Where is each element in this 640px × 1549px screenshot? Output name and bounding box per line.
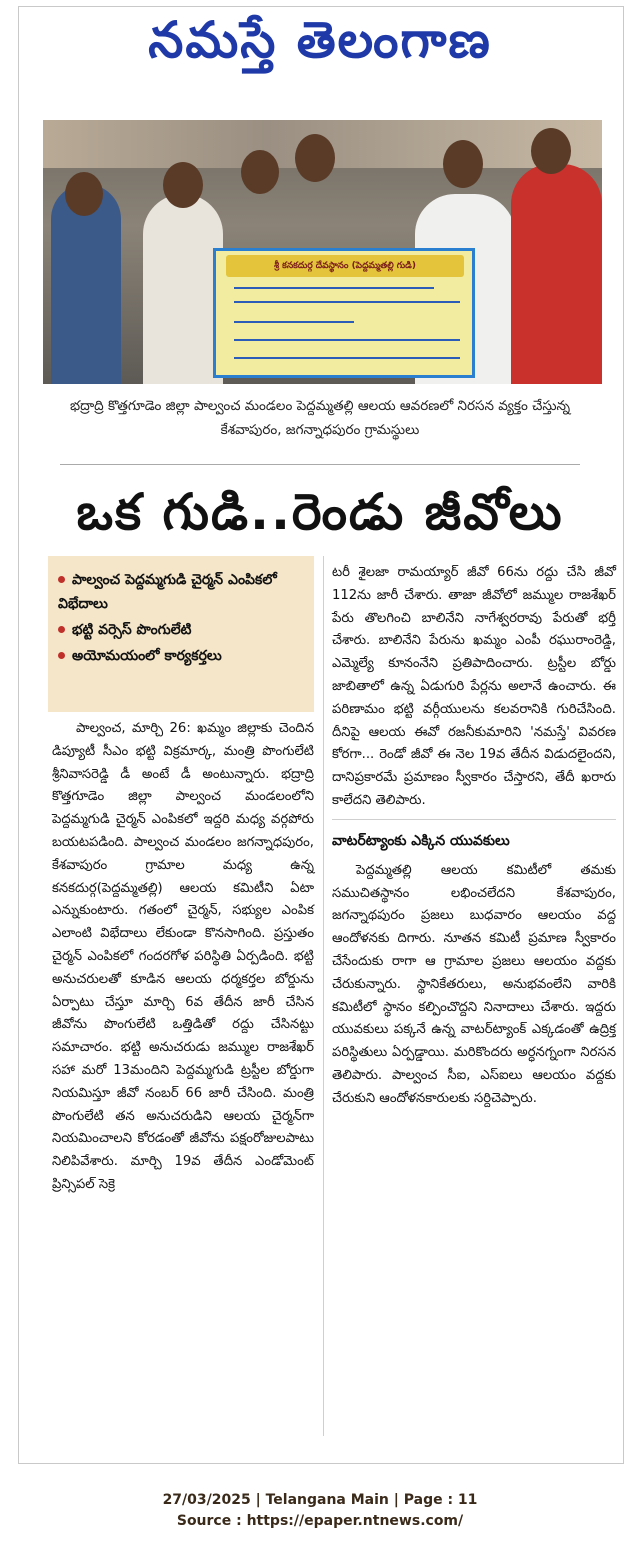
highlight-text: అయోమయంలో కార్యకర్తలు xyxy=(72,648,222,664)
bullet-icon xyxy=(58,576,65,583)
divider xyxy=(60,464,580,465)
highlight-item xyxy=(58,568,306,616)
footer-source-link[interactable]: Source : https://epaper.ntnews.com/ xyxy=(176,1513,464,1529)
column-divider xyxy=(323,556,324,1436)
protest-photo xyxy=(43,120,602,384)
article-headline: ఒక గుడి..రెండు జీవోలు xyxy=(76,483,564,541)
highlight-item xyxy=(58,618,306,642)
banner-text-line xyxy=(234,287,434,289)
photo-person xyxy=(511,164,602,384)
highlight-item xyxy=(58,644,306,668)
source-footer xyxy=(0,1490,640,1532)
photo-person-head xyxy=(163,162,203,208)
protest-banner xyxy=(213,248,475,378)
article-column-right xyxy=(332,562,616,1111)
highlight-text: పాల్వంచ పెద్దమ్మగుడి చైర్మన్ ఎంపికలో విభేదాలు xyxy=(58,572,277,612)
banner-text-line xyxy=(234,339,460,341)
photo-person-head xyxy=(241,150,279,194)
newspaper-masthead: నమస్తే తెలంగాణ xyxy=(148,11,492,69)
bullet-icon xyxy=(58,626,65,633)
photo-person xyxy=(143,194,223,384)
article-paragraph: పాల్వంచ, మార్చి 26: ఖమ్మం జిల్లాకు చెందిన డిప్యూటీ సీఎం భట్టి విక్రమార్క, మంత్రి పొంగులేటి శ్రీనివాసరెడ్డి డీ అంటే డీ అంటున్నారు. భద్రాద్రి కొత్తగూడెం జిల్లా పాల్వంచ మండలంలోని పెద్దమ్మగుడి చైర్మన్ ఎంపికలో ఇద్దరి మధ్య వర్గపోరు బయటపడింది. పాల్వంచ మండలం జగన్నాధపురం, కేశవాపురం గ్రామాల మధ్య ఉన్న కనకదుర్గ(పెద్దమ్మతల్లి) ఆలయ కమిటీని ఏటా ఎన్నుకుంటారు. గతంలో చైర్మన్, సభ్యుల ఎంపిక ఎలాంటి విభేదాలు లేకుండా కొనసాగింది. ప్రస్తుతం చైర్మన్ ఎంపికలో గందరగోళ పరిస్థితి ఏర్పడింది. భట్టి అనుచరులతో కూడిన ఆలయ ధర్మకర్తల బోర్డును ఏర్పాటు చేస్తూ మార్చి 6వ తేదీన జారీ చేసిన జీవోను పొంగులేటి ఒత్తిడితో రద్దు చేసినట్టు సమాచారం. భట్టి అనుచరుడు జమ్ముల రాజశేఖర్ సహా మరో 13మందిని పెద్దమ్మగుడి ట్రస్టీల బోర్డుగా నియమిస్తూ జీవో నంబర్ 66 జారీ చేసింది. మంత్రి పొంగులేటి తన అనుచరుడిని ఆలయ చైర్మన్‌గా నియమించాలని కోరడంతో జీవోను పక్షంరోజులపాటు నిలిపివేశారు. మార్చి 19వ తేదీన ఎండోమెంట్ ప్రిన్సిపల్ సెక్రె xyxy=(52,721,314,1192)
article-paragraph: పెద్దమ్మతల్లి ఆలయ కమిటీలో తమకు సముచితస్థానం లభించలేదని కేశవాపురం, జగన్నాథపురం ప్రజలు బుధవారం ఆలయం వద్ద ఆందోళనకు దిగారు. నూతన కమిటీ ప్రమాణ స్వీకారం చేసేందుకు రాగా ఆ గ్రామాల ప్రజలు ఆలయం వద్దకు చేరుకున్నారు. స్థానికేతరులు, అనుభవంలేని వారికి కమిటీలో స్థానం కల్పించొద్దని నినాదాలు చేశారు. ఇద్దరు యువకులు పక్కనే ఉన్న వాటర్‌ట్యాంక్ ఎక్కడంతో ఉద్రిక్త పరిస్థితులు ఏర్పడ్డాయి. మరికొందరు అర్ధనగ్నంగా నిరసన తెలిపారు. పాల్వంచ సీఐ, ఎస్ఐలు ఆలయం వద్దకు చేరుకుని ఆందోళనకారులకు సర్దిచెప్పారు. xyxy=(332,862,616,1106)
photo-person-head xyxy=(295,134,335,182)
photo-person-head xyxy=(65,172,103,216)
article-subhead: వాటర్‌ట్యాంకు ఎక్కిన యువకులు xyxy=(332,819,616,854)
highlights-box xyxy=(48,556,314,712)
footer-date-line: 27/03/2025 | Telangana Main | Page : 11 xyxy=(162,1492,478,1508)
article-paragraph: టరీ శైలజా రామయ్యార్ జీవో 66ను రద్దు చేసి జీవో 112ను జారీ చేశారు. తాజా జీవోలో జమ్ముల రాజశేఖర్ పేరు తొలగించి బాలినేని నాగేశ్వరరావు పేరుతో భర్తీ చేశారు. బాలినేని పేరును ఖమ్మం ఎంపీ రఘురాంరెడ్డి, ఎమ్మెల్యే కూనంనేని ప్రతిపాదించారు. ట్రస్టీల బోర్డు జాబితాలో ఉన్న ఏడుగురి పేర్లను అలానే ఉంచారు. ఈ పరిణామం భట్టి వర్గీయులను కలవరానికి గురిచేసింది. దీనిపై ఆలయ ఈవో రజనీకుమారిని 'నమస్తే' వివరణ కోరగా... రెండో జీవో ఈ నెల 19వ తేదీన విడుదలైందని, దానిప్రకారమే ప్రమాణం స్వీకారం చేస్తారని, తేదీ ఖరారు కాలేదని తెలిపారు. xyxy=(332,565,616,808)
banner-title: శ్రీ కనకదుర్గ దేవస్థానం (పెద్దమ్మతల్లి గుడి) xyxy=(226,255,464,277)
banner-text-line xyxy=(234,301,460,303)
highlight-text: భట్టి వర్సెస్ పొంగులేటి xyxy=(72,622,192,638)
banner-text-line xyxy=(234,357,460,359)
article-column-left xyxy=(52,718,314,1197)
banner-text-line xyxy=(234,321,354,323)
photo-person-head xyxy=(531,128,571,174)
bullet-icon xyxy=(58,652,65,659)
photo-person-head xyxy=(443,140,483,188)
photo-caption: భద్రాద్రి కొత్తగూడెం జిల్లా పాల్వంచ మండలం పెద్దమ్మతల్లి ఆలయ ఆవరణలో నిరసన వ్యక్తం చేస్తున్న కేశవాపురం, జగన్నాధపురం గ్రామస్థులు xyxy=(70,398,570,438)
